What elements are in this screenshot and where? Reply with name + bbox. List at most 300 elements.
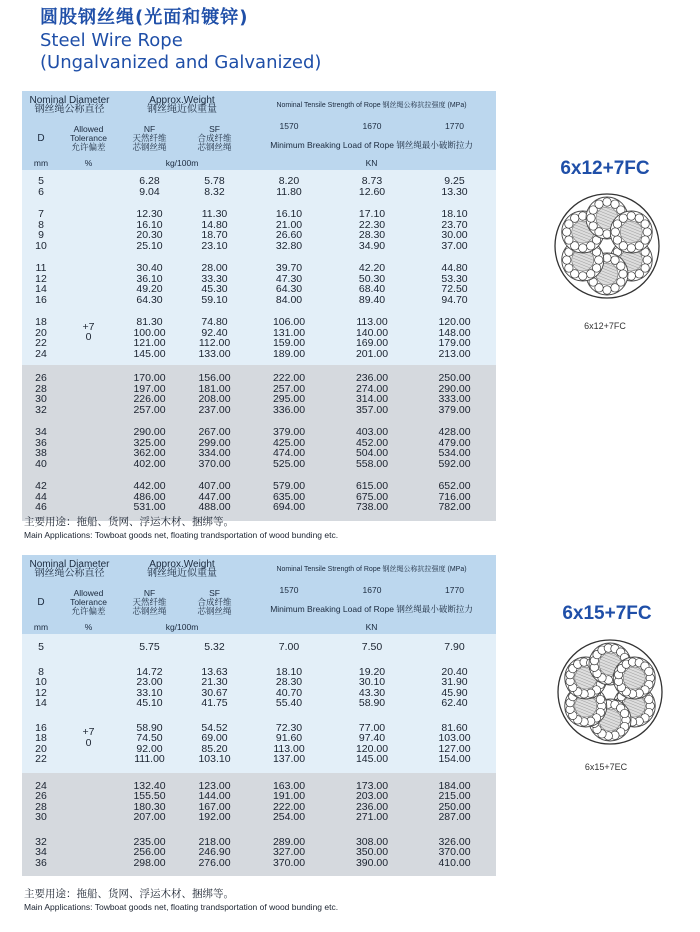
cell-g1670: [331, 830, 413, 877]
cell-value: 8.32: [204, 185, 225, 198]
cell-g1670: [331, 773, 413, 830]
note-cn: 主要用途：拖船、货网、浮运木材、捆绑等。: [24, 516, 234, 528]
header-allowed-tolerance: Allowed Tolerance 允许偏差: [60, 119, 117, 157]
cell-value: 299.00: [198, 436, 231, 449]
cell-g1570: [247, 660, 331, 716]
header-breaking-load: Minimum Breaking Load of Rope 钢丝绳最小破断拉力: [247, 597, 496, 621]
cell-value: 74.50: [136, 732, 163, 744]
cell-value: 12: [35, 272, 47, 285]
cell-g1570: [247, 634, 331, 660]
cell-value: 208.00: [198, 393, 231, 405]
cell-value: 24: [35, 779, 47, 792]
cell-value: 8: [38, 218, 44, 231]
unit-weight: kg/100m: [117, 621, 247, 634]
cell-tolerance: [60, 365, 117, 421]
cell-value: 250.00: [438, 800, 471, 813]
cell-g1770: [413, 634, 496, 660]
spec-table-6x12: [22, 91, 496, 521]
cell-sf: [182, 716, 247, 773]
cell-value: 50.30: [358, 272, 386, 285]
rope-title-6x15: 6x15+7FC: [562, 603, 652, 624]
cell-value: 30.67: [201, 686, 228, 699]
cell-value: 250.00: [438, 372, 471, 384]
cell-value: 45.10: [136, 697, 163, 709]
cell-value: 54.52: [201, 721, 228, 734]
cell-value: 333.00: [438, 393, 471, 405]
cell-value: 425.00: [272, 436, 306, 449]
cell-value: 534.00: [438, 447, 471, 459]
cell-value: 23.10: [201, 239, 228, 252]
cell-value: 407.00: [198, 480, 231, 492]
cell-value: 7.90: [444, 641, 465, 653]
cell-value: 11.30: [201, 208, 228, 220]
header-nf: NF 天然纤维 芯钢丝绳: [117, 119, 182, 157]
cell-value: 36: [35, 436, 47, 449]
cell-value: 145.00: [355, 753, 389, 765]
cell-g1670: [331, 365, 413, 421]
header-grade-1570: 1570: [247, 119, 331, 133]
cell-g1770: [413, 257, 496, 311]
header-d-symbol: D: [22, 583, 60, 621]
cell-tolerance: [60, 634, 117, 660]
cell-g1570: [247, 170, 331, 203]
cell-value: 390.00: [355, 856, 389, 869]
cell-value: 274.00: [355, 382, 389, 395]
cell-value: 635.00: [272, 490, 306, 503]
cell-value: 14: [35, 697, 47, 709]
cell-value: 12.60: [358, 185, 386, 198]
cell-value: 58.90: [358, 697, 386, 709]
cell-value: 40: [35, 457, 47, 470]
cell-d: [22, 660, 60, 716]
cell-value: 18: [35, 732, 47, 744]
cell-tolerance: [60, 475, 117, 521]
unit-kn: KN: [247, 157, 496, 170]
cell-tolerance: [60, 203, 117, 257]
cell-value: 43.30: [358, 686, 386, 699]
cell-g1770: [413, 475, 496, 521]
cell-g1570: [247, 830, 331, 877]
cell-value: 215.00: [438, 790, 471, 802]
cell-value: 16: [35, 293, 47, 306]
cell-value: 121.00: [133, 337, 166, 349]
cell-value: 74.80: [201, 316, 228, 328]
cell-value: 55.40: [275, 697, 303, 709]
cell-d: [22, 716, 60, 773]
cell-sf: [182, 170, 247, 203]
cell-value: 37.00: [441, 239, 468, 252]
cell-value: 30.40: [136, 262, 163, 274]
cell-value: 85.20: [201, 742, 228, 755]
cell-nf: [117, 421, 182, 475]
cell-value: 20: [35, 326, 47, 339]
cell-tolerance: [60, 660, 117, 716]
cell-value: 112.00: [198, 337, 231, 349]
cell-value: 133.00: [198, 347, 231, 360]
cell-d: [22, 475, 60, 521]
cell-value: 12: [35, 686, 47, 699]
cell-value: 222.00: [272, 372, 306, 384]
cell-value: 579.00: [272, 480, 306, 492]
cell-value: 92.40: [201, 326, 228, 339]
cell-g1570: [247, 365, 331, 421]
cell-value: 94.70: [441, 293, 468, 306]
cell-value: 257.00: [133, 403, 166, 416]
header-d-symbol: D: [22, 119, 60, 157]
page-title-en-line1: Steel Wire Rope: [40, 30, 183, 51]
header-approx-weight: Approx.Weight 钢丝绳近似重量: [117, 91, 247, 119]
cell-value: 226.00: [133, 393, 166, 405]
cell-sf: [182, 365, 247, 421]
cell-value: 308.00: [355, 835, 389, 848]
cell-value: 525.00: [272, 457, 306, 470]
cell-value: 428.00: [438, 426, 471, 438]
cell-value: 18: [35, 316, 47, 328]
table-row-group: [22, 660, 496, 716]
cell-value: 336.00: [272, 403, 306, 416]
tolerance-value: 0: [85, 736, 92, 749]
cell-value: 72.30: [275, 721, 303, 734]
cell-d: [22, 170, 60, 203]
cell-value: 694.00: [272, 501, 306, 513]
cell-value: 357.00: [355, 403, 389, 416]
cell-tolerance: [60, 773, 117, 830]
cell-value: 32.80: [275, 239, 303, 252]
cell-value: 120.00: [355, 742, 389, 755]
tolerance-value: 0: [85, 331, 92, 343]
cell-value: 256.00: [133, 846, 166, 858]
cell-sf: [182, 475, 247, 521]
table-row-group: [22, 365, 496, 421]
cell-value: 14.80: [201, 218, 228, 231]
cell-value: 334.00: [198, 447, 231, 459]
cell-value: 20.40: [441, 665, 468, 678]
cell-value: 8.73: [361, 175, 383, 187]
cell-value: 180.30: [133, 800, 166, 813]
rope-caption-6x12: 6x12+7FC: [584, 321, 626, 331]
cell-value: 20.30: [136, 229, 163, 241]
cell-value: 290.00: [438, 382, 471, 395]
cell-value: 45.90: [441, 686, 468, 699]
cell-value: 30.10: [358, 676, 386, 688]
cell-value: 474.00: [272, 447, 306, 459]
cell-value: 10: [35, 239, 47, 252]
cell-value: 24: [35, 347, 47, 360]
cell-g1770: [413, 365, 496, 421]
cell-value: 452.00: [355, 436, 389, 449]
cell-value: 7.50: [361, 641, 383, 653]
rope-cross-section-6x12-icon: [552, 191, 662, 301]
cell-value: 33.10: [136, 686, 163, 699]
cell-value: 370.00: [272, 856, 306, 869]
cell-value: 23.00: [136, 676, 163, 688]
cell-value: 254.00: [272, 811, 306, 823]
cell-value: 201.00: [355, 347, 389, 360]
cell-nf: [117, 830, 182, 877]
cell-value: 155.50: [133, 790, 166, 802]
cell-value: 22: [35, 337, 47, 349]
cell-sf: [182, 634, 247, 660]
cell-g1570: [247, 421, 331, 475]
cell-value: 26.60: [275, 229, 303, 241]
cell-g1570: [247, 311, 331, 365]
cell-value: 5: [38, 175, 44, 187]
cell-value: 203.00: [355, 790, 389, 802]
cell-value: 488.00: [198, 501, 231, 513]
cell-value: 34.90: [358, 239, 386, 252]
header-nf: NF 天然纤维 芯钢丝绳: [117, 583, 182, 621]
cell-value: 9: [38, 229, 44, 241]
cell-value: 91.60: [275, 732, 303, 744]
cell-value: 30: [35, 811, 47, 823]
cell-value: 77.00: [358, 721, 386, 734]
cell-value: 531.00: [133, 501, 166, 513]
cell-value: 120.00: [438, 316, 471, 328]
cell-d: [22, 311, 60, 365]
cell-value: 64.30: [275, 283, 303, 295]
cell-g1670: [331, 634, 413, 660]
cell-value: 21.00: [275, 218, 303, 231]
cell-value: 314.00: [355, 393, 389, 405]
cell-value: 236.00: [355, 800, 389, 813]
cell-value: 123.00: [198, 779, 231, 792]
cell-value: 197.00: [133, 382, 166, 395]
cell-value: 7.00: [278, 641, 300, 653]
cell-sf: [182, 203, 247, 257]
cell-g1770: [413, 773, 496, 830]
cell-value: 23.70: [441, 218, 468, 231]
cell-value: 16.10: [275, 208, 303, 220]
header-sf: SF 合成纤维 芯钢丝绳: [182, 119, 247, 157]
cell-value: 49.20: [136, 283, 163, 295]
rope-caption-6x15: 6x15+7EC: [584, 762, 628, 772]
cell-g1770: [413, 660, 496, 716]
cell-value: 592.00: [438, 457, 471, 470]
cell-value: 100.00: [133, 326, 166, 339]
cell-value: 42: [35, 480, 47, 492]
cell-value: 479.00: [438, 436, 471, 449]
cell-sf: [182, 257, 247, 311]
cell-g1670: [331, 170, 413, 203]
cell-d: [22, 830, 60, 877]
cell-value: 148.00: [438, 326, 471, 339]
cell-value: 81.60: [441, 721, 468, 734]
unit-weight: kg/100m: [117, 157, 247, 170]
cell-value: 235.00: [133, 835, 166, 848]
cell-value: 36.10: [136, 272, 163, 285]
cell-value: 44.80: [441, 262, 468, 274]
cell-value: 716.00: [438, 490, 471, 503]
cell-value: 298.00: [133, 856, 166, 869]
cell-g1770: [413, 170, 496, 203]
header-grade-1670: 1670: [331, 583, 413, 597]
cell-value: 38: [35, 447, 47, 459]
cell-value: 267.00: [198, 426, 231, 438]
cell-value: 327.00: [272, 846, 306, 858]
cell-value: 362.00: [133, 447, 166, 459]
cell-value: 379.00: [438, 403, 471, 416]
cell-value: 410.00: [438, 856, 471, 869]
cell-g1770: [413, 311, 496, 365]
cell-value: 163.00: [272, 779, 306, 792]
cell-value: 9.25: [444, 175, 465, 187]
cell-value: 218.00: [198, 835, 231, 848]
cell-value: 447.00: [198, 490, 231, 503]
cell-nf: [117, 170, 182, 203]
cell-g1770: [413, 203, 496, 257]
unit-percent: %: [60, 157, 117, 170]
unit-mm: mm: [22, 157, 60, 170]
cell-tolerance: [60, 311, 117, 365]
cell-nf: [117, 634, 182, 660]
cell-value: 326.00: [438, 835, 471, 848]
cell-value: 36: [35, 856, 47, 869]
cell-value: 42.20: [358, 262, 386, 274]
cell-g1770: [413, 716, 496, 773]
spec-table-6x15: [22, 555, 496, 876]
cell-value: 32: [35, 403, 47, 416]
cell-value: 222.00: [272, 800, 306, 813]
cell-value: 154.00: [438, 753, 471, 765]
cell-nf: [117, 660, 182, 716]
cell-value: 295.00: [272, 393, 306, 405]
cell-value: 402.00: [133, 457, 166, 470]
cell-value: 14.72: [136, 665, 163, 678]
cell-value: 403.00: [355, 426, 389, 438]
cell-value: 41.75: [201, 697, 228, 709]
cell-value: 173.00: [355, 779, 389, 792]
table-row-group: [22, 257, 496, 311]
cell-value: 103.00: [438, 732, 471, 744]
cell-value: 6.28: [139, 175, 160, 187]
table-row-group: [22, 170, 496, 203]
cell-value: 68.40: [358, 283, 386, 295]
cell-value: 20: [35, 742, 47, 755]
header-grade-1770: 1770: [413, 119, 496, 133]
cell-value: 18.10: [275, 665, 303, 678]
cell-value: 652.00: [438, 480, 471, 492]
header-tensile-strength: Nominal Tensile Strength of Rope 钢丝绳公称抗拉强度 (MPa): [247, 555, 496, 583]
cell-value: 16.10: [136, 218, 163, 231]
cell-value: 58.90: [136, 721, 163, 734]
cell-value: 92.00: [136, 742, 163, 755]
cell-value: 156.00: [198, 372, 231, 384]
cell-value: 6: [38, 185, 44, 198]
cell-g1670: [331, 311, 413, 365]
cell-nf: [117, 257, 182, 311]
cell-value: 13.30: [441, 185, 468, 198]
rope-cross-section-6x15-icon: [555, 637, 665, 747]
cell-value: 127.00: [438, 742, 471, 755]
cell-value: 59.10: [201, 293, 228, 306]
cell-tolerance: [60, 716, 117, 773]
cell-value: 72.50: [441, 283, 468, 295]
cell-value: 257.00: [272, 382, 306, 395]
cell-g1770: [413, 421, 496, 475]
cell-value: 28.30: [358, 229, 386, 241]
cell-value: 276.00: [198, 856, 231, 869]
cell-value: 486.00: [133, 490, 166, 503]
cell-d: [22, 203, 60, 257]
cell-value: 47.30: [275, 272, 303, 285]
cell-value: 22: [35, 753, 47, 765]
cell-value: 782.00: [438, 501, 471, 513]
cell-value: 379.00: [272, 426, 306, 438]
cell-value: 12.30: [136, 208, 163, 220]
cell-nf: [117, 773, 182, 830]
tolerance-value: +7: [82, 320, 95, 333]
cell-value: 181.00: [198, 382, 231, 395]
cell-sf: [182, 660, 247, 716]
cell-value: 370.00: [198, 457, 231, 470]
cell-nf: [117, 311, 182, 365]
cell-value: 64.30: [136, 293, 163, 306]
cell-value: 30.00: [441, 229, 468, 241]
cell-value: 28.00: [201, 262, 228, 274]
header-sf: SF 合成纤维 芯钢丝绳: [182, 583, 247, 621]
cell-g1570: [247, 257, 331, 311]
cell-value: 615.00: [355, 480, 389, 492]
cell-value: 28.30: [275, 676, 303, 688]
unit-kn: KN: [247, 621, 496, 634]
cell-value: 5.32: [204, 641, 225, 653]
cell-value: 132.40: [133, 779, 166, 792]
cell-value: 370.00: [438, 846, 471, 858]
cell-value: 675.00: [355, 490, 389, 503]
note-cn: 主要用途：拖船、货网、浮运木材、捆绑等。: [24, 888, 234, 900]
cell-value: 16: [35, 721, 47, 734]
header-tensile-strength: Nominal Tensile Strength of Rope 钢丝绳公称抗拉强度 (MPa): [247, 91, 496, 119]
cell-value: 28: [35, 800, 47, 813]
cell-value: 325.00: [133, 436, 166, 449]
note-en: Main Applications: Towboat goods net, floating trandsportation of wood bunding etc.: [24, 530, 339, 540]
cell-value: 8.20: [278, 175, 300, 187]
note-6x15: [24, 888, 338, 913]
cell-value: 442.00: [133, 480, 166, 492]
cell-value: 113.00: [356, 316, 388, 328]
table-row-group: [22, 634, 496, 660]
cell-value: 30: [35, 393, 47, 405]
cell-value: 17.10: [358, 208, 386, 220]
cell-value: 140.00: [355, 326, 389, 339]
cell-g1570: [247, 773, 331, 830]
cell-value: 9.04: [139, 185, 160, 198]
cell-value: 207.00: [133, 811, 166, 823]
cell-value: 144.00: [198, 790, 231, 802]
tolerance-value: +7: [82, 726, 95, 738]
rope-title-6x12: 6x12+7FC: [560, 158, 650, 179]
cell-value: 179.00: [438, 337, 471, 349]
cell-g1670: [331, 257, 413, 311]
cell-sf: [182, 830, 247, 877]
unit-percent: %: [60, 621, 117, 634]
header-allowed-tolerance: Allowed Tolerance 允许偏差: [60, 583, 117, 621]
cell-value: 7: [38, 208, 44, 220]
cell-value: 62.40: [441, 697, 468, 709]
cell-value: 31.90: [441, 676, 468, 688]
cell-value: 213.00: [438, 347, 471, 360]
cell-sf: [182, 773, 247, 830]
cell-sf: [182, 311, 247, 365]
cell-value: 103.10: [198, 753, 231, 765]
cell-g1770: [413, 830, 496, 877]
table-row-group: [22, 475, 496, 521]
unit-mm: mm: [22, 621, 60, 634]
cell-value: 287.00: [438, 811, 471, 823]
cell-value: 89.40: [358, 293, 386, 306]
cell-d: [22, 634, 60, 660]
cell-value: 192.00: [198, 811, 231, 823]
